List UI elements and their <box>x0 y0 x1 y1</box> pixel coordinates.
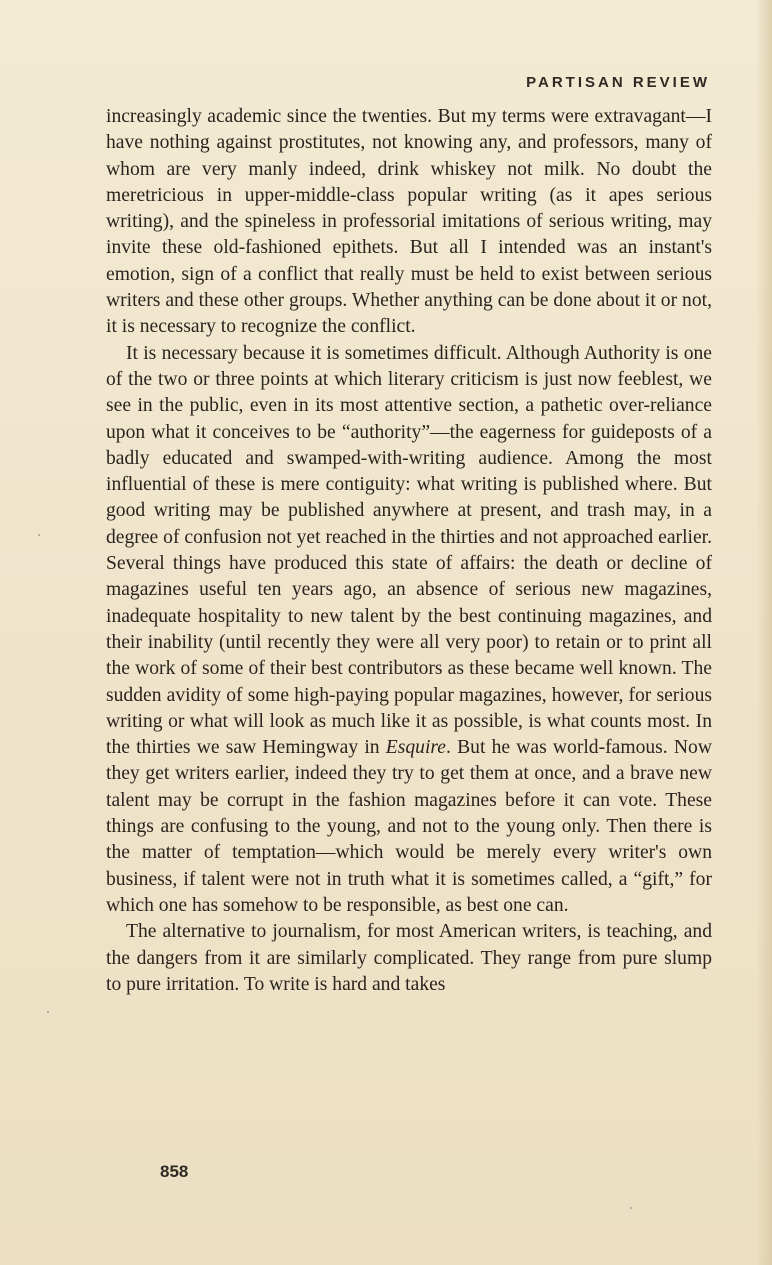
paragraph-2-part-1: It is necessary because it is sometimes difficult. Although Authority is one of the two or three points at which literary criticism is just now feeblest, we see in the public, even in its most attentive section, a pathetic over-reliance upon what it conceives to be “authority”—the eagerness for guideposts of a badly educated and swamped-with-writing audience. Among the most influential of these is mere contiguity: what writing is published where. But good writing may be published anywhere at present, and trash may, in a degree of confusion not yet reached in the thirties and not approached earlier. Several things have produced this state of affairs: the death or decline of magazines useful ten years ago, an absence of serious new magazines, inadequate hospitality to new talent by the best continuing magazines, and their inability (until recently they were all very poor) to retain or to print all the work of some of their best contributors as these became well known. The sudden avidity of some high-paying popular magazines, however, for serious writing or what will look as much like it as possible, is what counts most. In the thirties we saw Hemingway in <box>106 342 712 759</box>
paragraph-3: The alternative to journalism, for most American writers, is teaching, and the dangers from it are similarly complicated. They range from pure slump to pure irritation. To write is hard and takes <box>106 921 712 995</box>
page-number: 858 <box>160 1162 189 1181</box>
paper-speck <box>38 534 40 536</box>
body-text <box>106 104 712 998</box>
paragraph-2 <box>106 341 712 920</box>
italic-title-esquire: Esquire <box>385 737 446 759</box>
paragraph-2-part-2: . But he was world-famous. Now they get writers earlier, indeed they try to get them at once, and a brave new talent may be corrupt in the fashion magazines before it can vote. These things are confusing to the young, and not to the young only. Then there is the matter of temptation—which would be merely every writer's own business, if talent were not in truth what it is sometimes called, a “gift,” for which one has somehow to be responsible, as best one can. <box>106 737 712 916</box>
page-edge-shadow <box>756 0 772 1265</box>
running-head: PARTISAN REVIEW <box>526 74 710 91</box>
paper-speck <box>630 1207 632 1209</box>
paragraph-1: increasingly academic since the twenties. But my terms were extravagant—I have nothing against prostitutes, not knowing any, and professors, many of whom are very manly indeed, drink whiskey not milk. No doubt the meretricious in upper-middle-class popular writing (as it apes serious writing), and the spineless in professorial imitations of serious writing, may invite these old-fashioned epithets. But all I intended was an instant's emotion, sign of a conflict that really must be held to exist between serious writers and these other groups. Whether anything can be done about it or not, it is necessary to recognize the conflict. <box>106 106 712 338</box>
paper-speck <box>47 1011 49 1013</box>
